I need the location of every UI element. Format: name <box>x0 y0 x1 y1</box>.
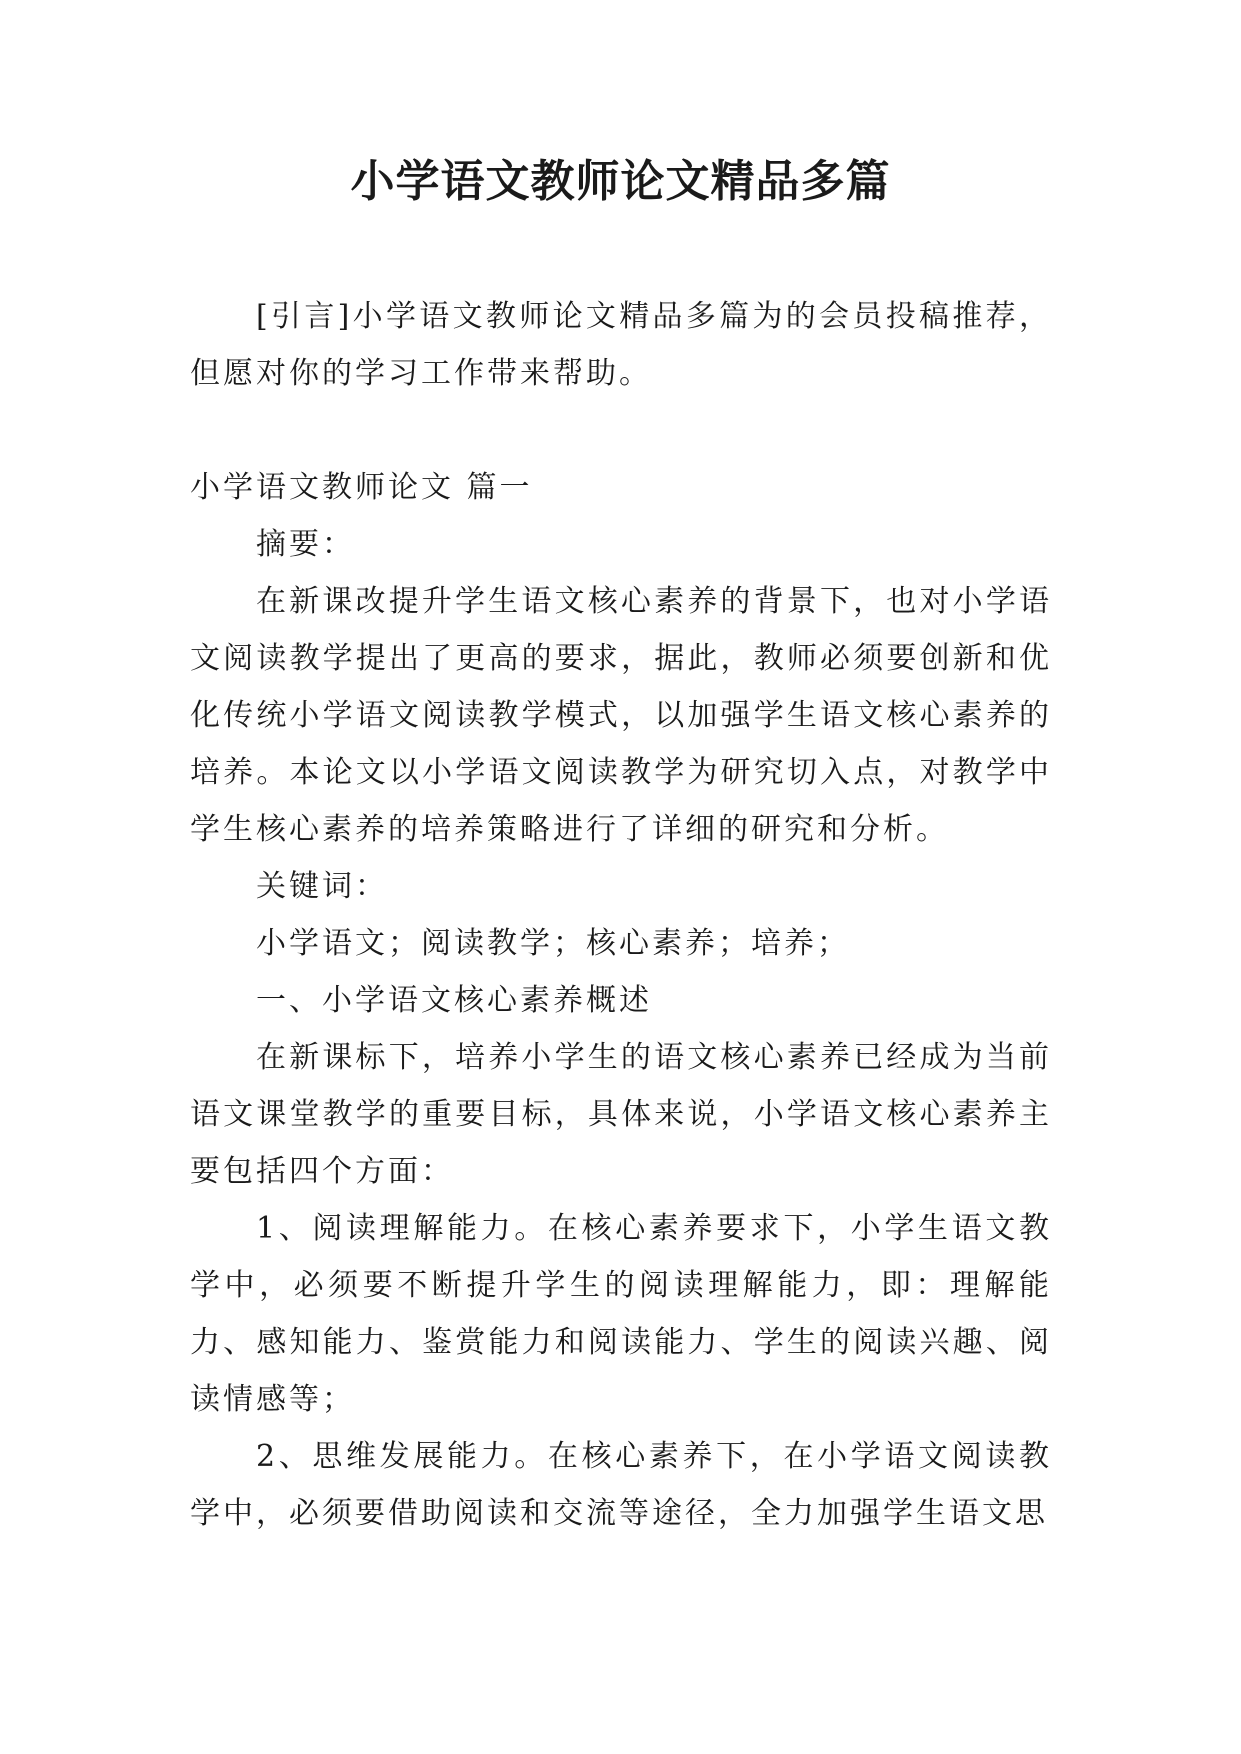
paragraph-1: 在新课标下，培养小学生的语文核心素养已经成为当前语文课堂教学的重要目标，具体来说，小学语文核心素养主要包括四个方面： <box>190 1040 1052 1189</box>
list-item-2: 2、思维发展能力。在核心素养下，在小学语文阅读教学中，必须要借助阅读和交流等途径，全力加强学生语文思 <box>190 1439 1052 1531</box>
abstract-label: 摘要： <box>256 527 355 562</box>
section-heading: 小学语文教师论文 篇一 <box>190 470 533 505</box>
list-item-1: 1、阅读理解能力。在核心素养要求下，小学生语文教学中，必须要不断提升学生的阅读理解能力，即：理解能力、感知能力、鉴赏能力和阅读能力、学生的阅读兴趣、阅读情感等； <box>190 1211 1052 1417</box>
heading-1: 一、小学语文核心素养概述 <box>256 983 652 1018</box>
keywords-text: 小学语文；阅读教学；核心素养；培养； <box>256 926 850 961</box>
keywords-label: 关键词： <box>256 869 388 904</box>
document-body <box>190 288 1052 1542</box>
abstract-text: 在新课改提升学生语文核心素养的背景下，也对小学语文阅读教学提出了更高的要求，据此，教师必须要创新和优化传统小学语文阅读教学模式，以加强学生语文核心素养的培养。本论文以小学语文阅读教学为研究切入点，对教学中学生核心素养的培养策略进行了详细的研究和分析。 <box>190 584 1052 847</box>
intro-paragraph: [引言]小学语文教师论文精品多篇为的会员投稿推荐，但愿对你的学习工作带来帮助。 <box>190 299 1052 391</box>
document-title: 小学语文教师论文精品多篇 <box>350 156 891 207</box>
